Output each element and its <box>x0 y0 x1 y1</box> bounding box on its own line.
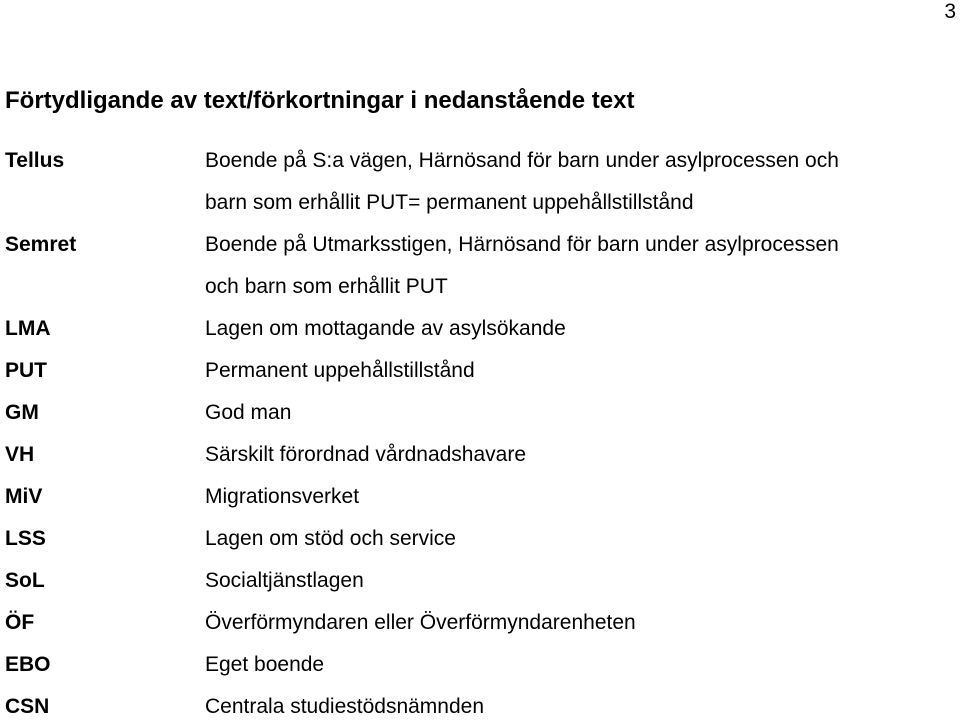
definition-line: Boende på S:a vägen, Härnösand för barn under asylprocessen och <box>205 149 839 172</box>
definition-line: Permanent uppehållstillstånd <box>205 359 475 382</box>
definition-line: Eget boende <box>205 653 325 676</box>
abbreviation-term: Semret <box>5 233 77 256</box>
definition-line: Särskilt förordnad vårdnadshavare <box>205 443 527 466</box>
abbreviation-definition <box>205 602 955 644</box>
definition-line: Socialtjänstlagen <box>205 569 364 592</box>
abbreviation-definition <box>205 560 955 602</box>
abbreviation-definition <box>205 140 955 224</box>
abbreviation-term: PUT <box>5 359 47 382</box>
definition-line: och barn som erhållit PUT <box>205 275 448 298</box>
abbreviation-term: ÖF <box>5 611 35 634</box>
abbreviation-entry <box>5 686 955 728</box>
abbreviation-term: SoL <box>5 569 45 592</box>
abbreviation-term: LMA <box>5 317 51 340</box>
abbreviation-definition <box>205 434 955 476</box>
abbreviation-entry <box>5 434 955 476</box>
abbreviation-entry <box>5 308 955 350</box>
page-heading: Förtydligande av text/förkortningar i nedanstående text <box>5 87 635 114</box>
definition-line: Boende på Utmarksstigen, Härnösand för barn under asylprocessen <box>205 233 839 256</box>
definition-line: God man <box>205 401 292 424</box>
abbreviation-term: VH <box>5 443 35 466</box>
abbreviation-definition <box>205 308 955 350</box>
abbreviation-entry <box>5 644 955 686</box>
definition-line: Överförmyndaren eller Överförmyndarenheten <box>205 611 636 634</box>
abbreviation-definition <box>205 644 955 686</box>
abbreviation-definition <box>205 476 955 518</box>
abbreviation-entry <box>5 602 955 644</box>
abbreviation-term: EBO <box>5 653 51 676</box>
definition-line: Lagen om mottagande av asylsökande <box>205 317 566 340</box>
definition-line: Lagen om stöd och service <box>205 527 456 550</box>
abbreviation-term: GM <box>5 401 39 424</box>
abbreviation-term: CSN <box>5 695 50 718</box>
abbreviation-definition <box>205 350 955 392</box>
abbreviation-definition <box>205 518 955 560</box>
abbreviation-entry <box>5 518 955 560</box>
abbreviation-list <box>5 140 955 728</box>
abbreviation-definition <box>205 686 955 728</box>
abbreviation-entry <box>5 224 955 308</box>
abbreviation-entry <box>5 140 955 224</box>
definition-line: Centrala studiestödsnämnden <box>205 695 485 718</box>
definition-line: barn som erhållit PUT= permanent uppehållstillstånd <box>205 191 694 214</box>
abbreviation-entry <box>5 560 955 602</box>
abbreviation-entry <box>5 350 955 392</box>
abbreviation-term: LSS <box>5 527 46 550</box>
abbreviation-entry <box>5 476 955 518</box>
abbreviation-definition <box>205 392 955 434</box>
page-number: 3 <box>944 0 956 23</box>
abbreviation-term: Tellus <box>5 149 65 172</box>
abbreviation-definition <box>205 224 955 308</box>
abbreviation-term: MiV <box>5 485 43 508</box>
abbreviation-entry <box>5 392 955 434</box>
definition-line: Migrationsverket <box>205 485 360 508</box>
